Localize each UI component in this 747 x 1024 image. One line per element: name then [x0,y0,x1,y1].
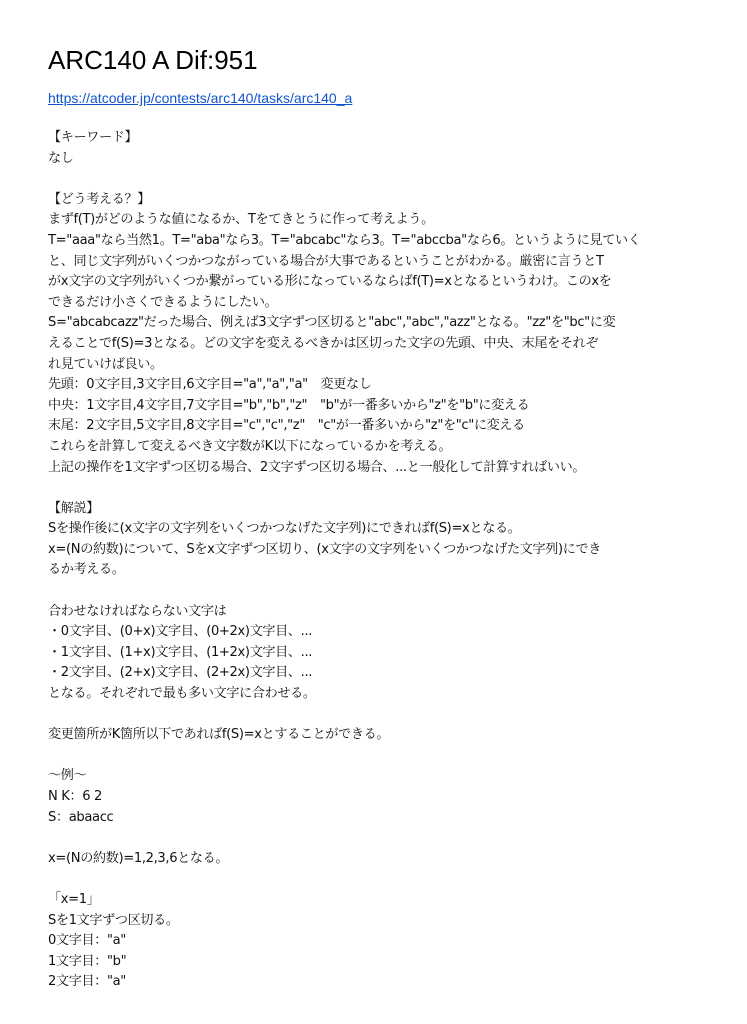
text-line: 1文字目："b" [48,953,127,969]
text-line: と、同じ文字列がいくつかつながっている場合が大事であるということがわかる。厳密に言うとT [48,253,604,269]
text-line: ・2文字目、(2+x)文字目、(2+2x)文字目、... [48,665,313,681]
blank-line [48,746,698,767]
text-line: となる。それぞれで最も多い文字に合わせる。 [48,686,316,702]
problem-link[interactable]: https://atcoder.jp/contests/arc140/tasks/arc140_a [48,90,353,106]
document-body [48,128,698,993]
text-line: 【キーワード】 [48,130,138,145]
text-line: 中央：1文字目,4文字目,7文字目="b","b","z" "b"が一番多いから"z"を"b"に変える [48,397,530,413]
text-line: 合わせなければならない文字は [48,603,227,619]
text-line: えることでf(S)=3となる。どの文字を変えるべきかは区切った文字の先頭、中央、末尾をそれぞ [48,335,599,351]
text-line: S：abaacc [48,809,114,825]
text-line: ～例～ [48,768,87,784]
text-line: 先頭：0文字目,3文字目,6文字目="a","a","a" 変更なし [48,377,372,393]
text-line: T="aaa"なら当然1。T="aba"なら3。T="abcabc"なら3。T="abccba"なら6。というように見ていく [48,232,641,248]
text-line: 【どう考える？】 [48,191,150,207]
text-line: ・0文字目、(0+x)文字目、(0+2x)文字目、... [48,624,313,640]
text-line: 上記の操作を1文字ずつ区切る場合、2文字ずつ区切る場合、...と一般化して計算すればいい。 [48,459,586,475]
text-line: がx文字の文字列がいくつか繋がっている形になっているならばf(T)=xとなるというわけ。このxを [48,274,612,290]
text-line: 末尾：2文字目,5文字目,8文字目="c","c","z" "c"が一番多いから"z"を"c"に変える [48,418,525,434]
blank-line [48,828,698,849]
blank-line [48,705,698,726]
text-line: 変更箇所がK箇所以下であればf(S)=xとすることができる。 [48,727,390,743]
text-line: できるだけ小さくできるようにしたい。 [48,294,278,310]
page-title: ARC140 A Dif:951 [48,45,258,75]
text-line: これらを計算して変えるべき文字数がK以下になっているかを考える。 [48,438,452,454]
blank-line [48,169,698,190]
text-line: x=(Nの約数)=1,2,3,6となる。 [48,850,229,866]
blank-line [48,478,698,499]
text-line: れ見ていけば良い。 [48,356,163,372]
text-line: Sを1文字ずつ区切る。 [48,912,179,928]
text-line: 【解説】 [48,500,99,516]
text-line: N K：6 2 [48,789,103,804]
text-line: 「x=1」 [48,891,100,907]
text-line: Sを操作後に(x文字の文字列をいくつかつなげた文字列)にできればf(S)=xとなる。 [48,521,521,537]
text-line: 0文字目："a" [48,933,126,949]
text-line: 2文字目："a" [48,974,126,990]
text-line: なし [48,150,74,166]
blank-line [48,581,698,602]
text-line: まずf(T)がどのような値になるか、Tをてきとうに作って考えよう。 [48,212,434,228]
text-line: るか考える。 [48,562,125,578]
text-line: x=(Nの約数)について、Sをx文字ずつ区切り、(x文字の文字列をいくつかつなげた文字列)にでき [48,541,601,557]
text-line: ・1文字目、(1+x)文字目、(1+2x)文字目、... [48,644,313,660]
text-line: S="abcabcazz"だった場合、例えば3文字ずつ区切ると"abc","abc","azz"となる。"zz"を"bc"に変 [48,315,616,331]
blank-line [48,869,698,890]
